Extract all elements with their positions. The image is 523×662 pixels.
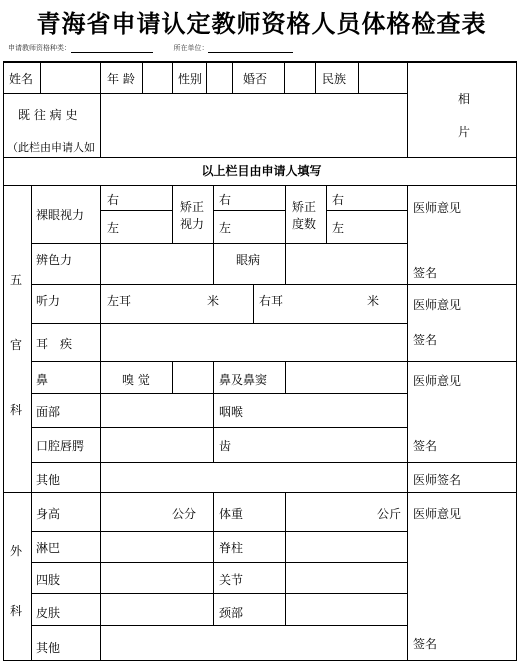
weight-label: 体重 xyxy=(219,507,244,521)
left-ear-unit: 米 xyxy=(207,294,220,308)
height-unit: 公分 xyxy=(172,507,197,521)
marriage-label: 婚否 xyxy=(243,72,268,86)
medical-history-note: （此栏由申请人如 xyxy=(7,141,95,154)
limbs-label: 四肢 xyxy=(36,573,61,587)
section-waike-1: 外 xyxy=(9,544,22,558)
corrected-vision-label-2: 视力 xyxy=(180,217,205,231)
age-label: 年 龄 xyxy=(107,72,135,86)
joints-label: 关节 xyxy=(219,573,244,587)
sinus-label: 鼻及鼻窦 xyxy=(219,373,268,387)
throat-label: 咽喉 xyxy=(219,405,244,419)
section-wuguan-1: 五 xyxy=(9,273,22,287)
corrected-degree-label-1: 矫正 xyxy=(292,200,317,214)
nose-label: 鼻 xyxy=(36,373,49,387)
applicant-section-divider: 以上栏目由申请人填写 xyxy=(201,164,322,178)
corrected-right-label: 右 xyxy=(219,193,232,207)
qualification-type-field[interactable] xyxy=(71,44,153,53)
naked-vision-label: 裸眼视力 xyxy=(36,208,85,222)
corrected-left-label: 左 xyxy=(219,221,232,235)
degree-right-label: 右 xyxy=(332,193,345,207)
doctor-sign-vision: 签名 xyxy=(413,266,438,280)
smell-label: 嗅 觉 xyxy=(122,373,150,387)
section-wuguan-3: 科 xyxy=(9,403,22,417)
doctor-sign-surgery: 签名 xyxy=(413,637,438,651)
teeth-label: 齿 xyxy=(219,439,232,453)
left-ear-label: 左耳 xyxy=(107,294,132,308)
unit-label: 所在单位： xyxy=(173,44,209,52)
photo-label-b: 片 xyxy=(458,125,471,139)
form-title: 青海省申请认定教师资格人员体格检查表 xyxy=(36,9,487,38)
medical-history-label: 既 往 病 史 xyxy=(18,108,78,122)
naked-left-label: 左 xyxy=(107,221,120,235)
naked-right-label: 右 xyxy=(107,193,120,207)
doctor-opinion-ent: 医师意见 xyxy=(413,374,462,388)
mouth-label: 口腔唇腭 xyxy=(36,439,85,453)
skin-label: 皮肤 xyxy=(36,606,61,620)
neck-label: 颈部 xyxy=(219,606,244,620)
doctor-signature-wuguan: 医师签名 xyxy=(413,473,462,487)
wuguan-other-label: 其他 xyxy=(36,473,61,487)
name-label: 姓名 xyxy=(9,72,34,86)
name-field[interactable] xyxy=(41,63,99,92)
spine-label: 脊柱 xyxy=(219,541,244,555)
hearing-label: 听力 xyxy=(36,294,61,308)
eye-disease-label: 眼病 xyxy=(236,253,261,267)
color-vision-label: 辨色力 xyxy=(36,253,73,267)
doctor-opinion-vision: 医师意见 xyxy=(413,201,462,215)
section-waike-2: 科 xyxy=(9,604,22,618)
face-label: 面部 xyxy=(36,405,61,419)
lymph-label: 淋巴 xyxy=(36,541,61,555)
doctor-sign-ent: 签名 xyxy=(413,439,438,453)
corrected-degree-label-2: 度数 xyxy=(292,217,317,231)
waike-other-label: 其他 xyxy=(36,641,61,655)
section-wuguan-2: 官 xyxy=(9,338,22,352)
height-label: 身高 xyxy=(36,507,61,521)
ear-disease-label: 耳 疾 xyxy=(36,337,73,351)
doctor-opinion-hearing: 医师意见 xyxy=(413,298,462,312)
doctor-sign-hearing: 签名 xyxy=(413,333,438,347)
right-ear-label: 右耳 xyxy=(259,294,284,308)
degree-left-label: 左 xyxy=(332,221,345,235)
right-ear-unit: 米 xyxy=(367,294,380,308)
sex-label: 性别 xyxy=(178,72,203,86)
form-subheader xyxy=(8,43,293,53)
ethnicity-label: 民族 xyxy=(322,72,347,86)
unit-field[interactable] xyxy=(208,44,293,53)
doctor-opinion-surgery: 医师意见 xyxy=(413,507,462,521)
corrected-vision-label-1: 矫正 xyxy=(180,200,205,214)
qualification-type-label: 申请教师资格种类： xyxy=(8,44,71,52)
photo-label-a: 相 xyxy=(458,92,471,106)
weight-unit: 公斤 xyxy=(377,507,402,521)
